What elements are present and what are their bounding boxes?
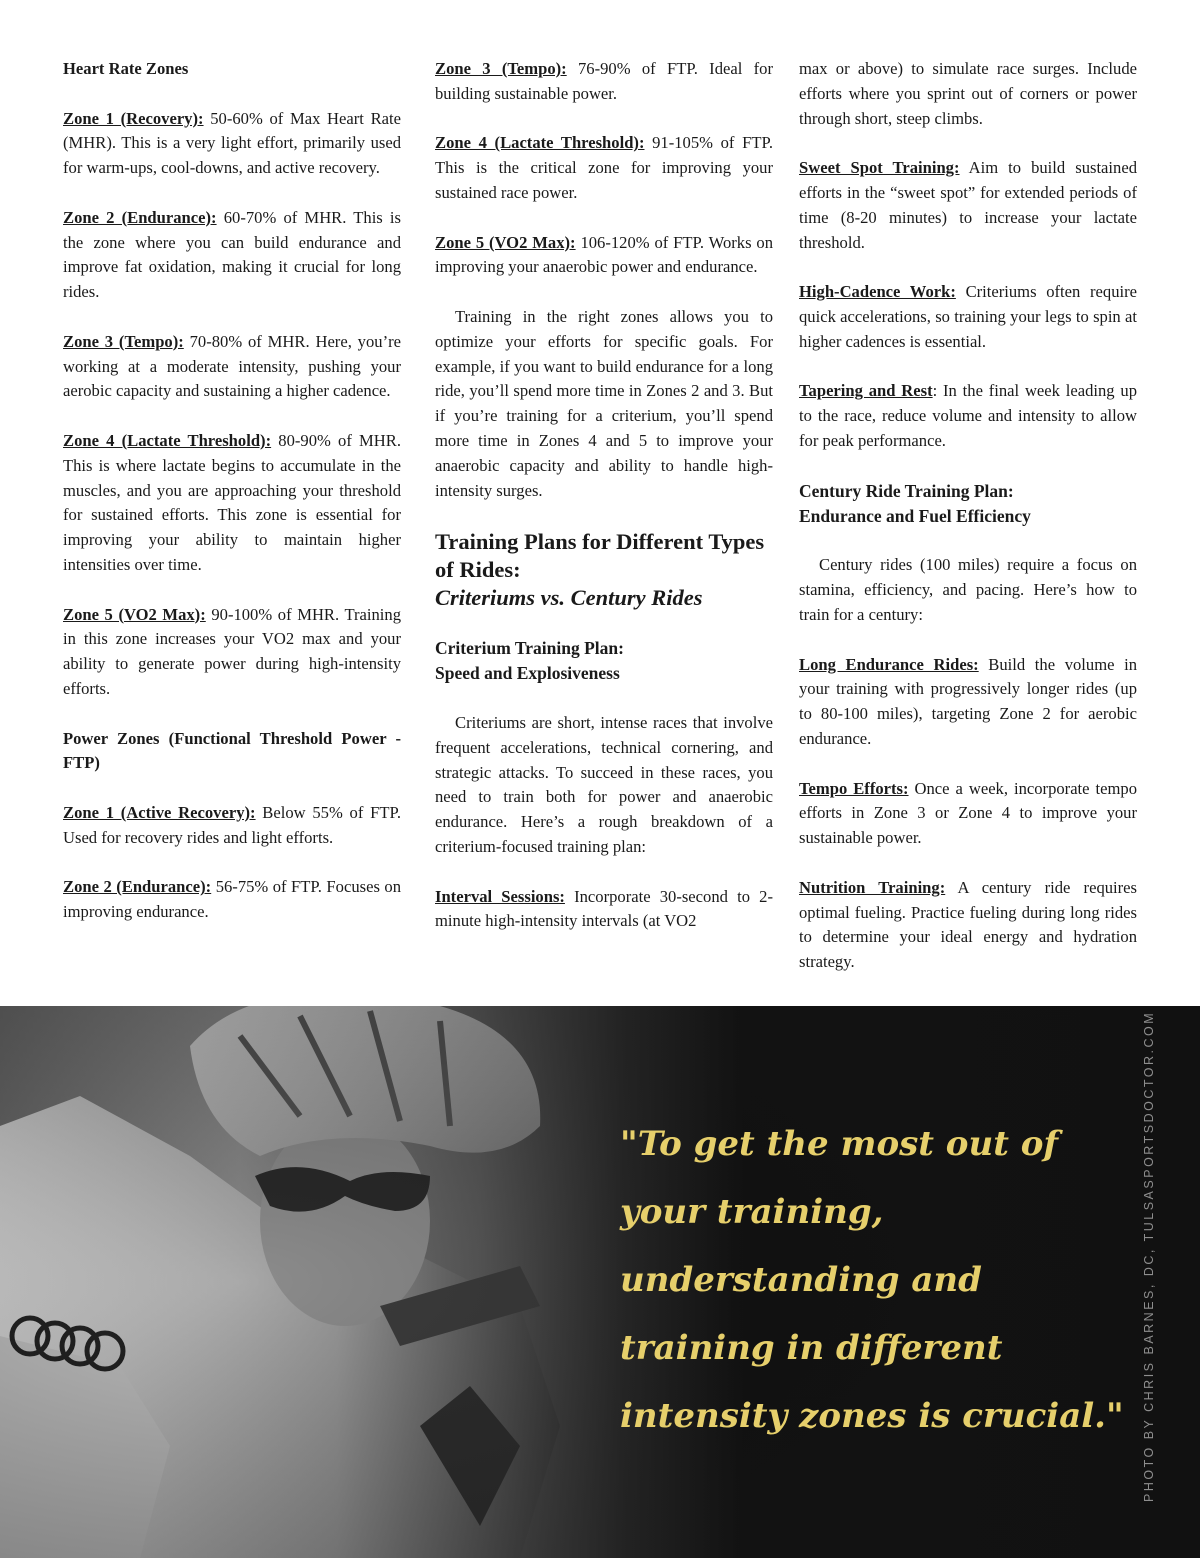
hr-zone-4: Zone 4 (Lactate Threshold): 80-90% of MHR. This is where lactate begins to accumulate in the muscles, and you are approaching your threshold for sustained efforts. This zone is essential for improving your ability to maintain higher intensities over time. (63, 430, 401, 574)
power-zone-1: Zone 1 (Active Recovery): Below 55% of FTP. Used for recovery rides and light efforts. (63, 802, 402, 847)
long-endurance-rides: Long Endurance Rides: Build the volume in your training with progressively longer rides (up to 80-100 miles), targeting Zone 2 for aerobic endurance. (799, 654, 1138, 748)
training-plans-subheading: Criteriums vs. Century Rides (435, 585, 703, 611)
criterium-paragraph: Criteriums are short, intense races that involve frequent accelerations, technical cornering, and strategic attacks. To succeed in these races, you need to train both for power and anaerobic endurance. Here’s a rough breakdown of a criterium-focused training plan: (435, 712, 773, 856)
century-plan-heading: Century Ride Training Plan: Endurance and Fuel Efficiency (799, 480, 1031, 526)
interval-sessions-continued: max or above) to simulate race surges. Include efforts where you sprint out of corners or power through short, steep climbs. (799, 59, 1137, 128)
column-1 (63, 57, 401, 950)
nutrition-training: Nutrition Training: A century ride requires optimal fueling. Practice fueling during long rides to determine your ideal energy and hydration strategy. (799, 877, 1137, 972)
heart-rate-zones-heading: Heart Rate Zones (63, 59, 189, 78)
power-zones-heading: Power Zones (Functional Threshold Power - FTP) (63, 728, 401, 773)
power-zone-5: Zone 5 (VO2 Max): 106-120% of FTP. Works on improving your anaerobic power and endurance. (435, 232, 774, 277)
tempo-efforts: Tempo Efforts: Once a week, incorporate tempo efforts in Zone 3 or Zone 4 to improve your sustainable power. (799, 778, 1137, 848)
power-zone-2: Zone 2 (Endurance): 56-75% of FTP. Focuses on improving endurance. (63, 877, 401, 922)
hr-zone-5: Zone 5 (VO2 Max): 90-100% of MHR. Training in this zone increases your VO2 max and your ability to generate power during high-intensity efforts. (63, 604, 402, 698)
power-zone-4: Zone 4 (Lactate Threshold): 91-105% of FTP. This is the critical zone for improving your sustained race power. (435, 133, 773, 202)
tapering-and-rest: Tapering and Rest: In the final week leading up to the race, reduce volume and intensity to allow for peak performance. (799, 381, 1137, 450)
hr-zone-2: Zone 2 (Endurance): 60-70% of MHR. This is the zone where you can build endurance and improve fat oxidation, making it crucial for long rides. (63, 207, 401, 302)
hr-zone-1: Zone 1 (Recovery): 50-60% of Max Heart Rate (MHR). This is a very light effort, primarily used for warm-ups, cool-downs, and active recovery. (63, 108, 402, 178)
photo-credit: PHOTO BY CHRIS BARNES, DC, TULSASPORTSDOCTOR.COM (1142, 1010, 1156, 1502)
interval-sessions: Interval Sessions: Incorporate 30-second to 2-minute high-intensity intervals (at VO2 (435, 886, 773, 931)
zones-paragraph: Training in the right zones allows you to optimize your efforts for specific goals. For example, if you want to build endurance for a long ride, you’ll spend more time in Zones 2 and 3. But if you’re training for a criterium, you’ll spend more time in Zones 4 and 5 to improve your anaerobic capacity and ability to handle high-intensity surges. (435, 306, 773, 500)
criterium-plan-heading: Criterium Training Plan: Speed and Explosiveness (435, 638, 624, 684)
column-2 (435, 57, 773, 959)
hr-zone-3: Zone 3 (Tempo): 70-80% of MHR. Here, you’re working at a moderate intensity, pushing your aerobic capacity and sustaining a higher cadence. (63, 331, 401, 401)
sweet-spot-training: Sweet Spot Training: Aim to build sustained efforts in the “sweet spot” for extended periods of time (8-20 minutes) to increase your lactate threshold. (799, 158, 1137, 252)
power-zone-3: Zone 3 (Tempo): 76-90% of FTP. Ideal for building sustainable power. (435, 59, 773, 103)
training-plans-heading: Training Plans for Different Types of Rides: Criteriums vs. Century Rides (435, 528, 773, 612)
pull-quote: "To get the most out of your training, understanding and training in different intensity zones is crucial." (620, 1124, 1124, 1436)
high-cadence-work: High-Cadence Work: Criteriums often require quick accelerations, so training your legs to spin at higher cadences is essential. (799, 282, 1137, 351)
century-paragraph: Century rides (100 miles) require a focus on stamina, efficiency, and pacing. Here’s how to train for a century: (799, 555, 1137, 624)
column-3 (799, 57, 1137, 1000)
